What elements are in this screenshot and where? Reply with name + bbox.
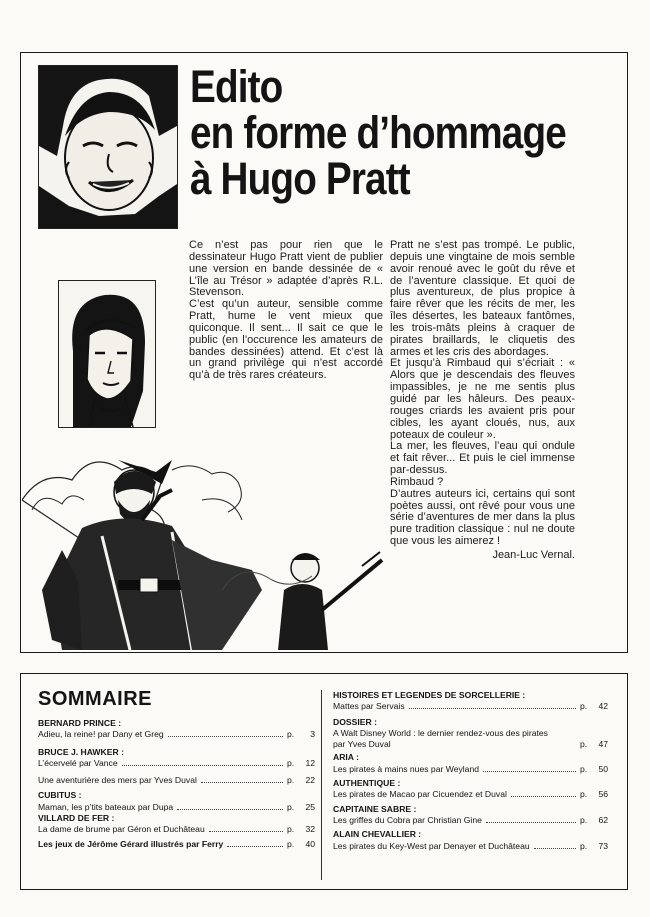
toc-entry-title: Les pirates à mains nues par Weyland — [333, 763, 480, 774]
hugo-pratt-portrait-drawing — [39, 66, 177, 228]
toc-entry-title: A Walt Disney World : le dernier rendez-vous des pirates — [333, 727, 548, 738]
toc-section-heading: BERNARD PRINCE : — [38, 718, 122, 728]
toc-page-ref — [287, 729, 315, 740]
toc-entry — [38, 775, 315, 786]
toc-entry — [333, 789, 608, 800]
toc-leader-dots — [227, 846, 283, 847]
toc-page-ref — [580, 739, 608, 750]
toc-page-number: 50 — [598, 763, 608, 774]
toc-entry-title-cont: par Yves Duval — [333, 739, 391, 750]
edito-paragraph: D’autres auteurs ici, certains qui sont poètes aussi, ont rêvé pour vous une série d’aventures de mer dans la plus pure tradition classique : nul ne doute que vous les aimerez ! — [390, 487, 575, 548]
toc-leader-dots — [511, 796, 576, 797]
pirate-illustration-drawing — [22, 440, 387, 650]
toc-page-number: 3 — [310, 729, 315, 740]
toc-section-heading: CAPITAINE SABRE : — [333, 803, 417, 814]
toc-page-ref — [580, 841, 608, 852]
toc-entry — [333, 841, 608, 852]
toc-entry — [333, 728, 608, 751]
toc-entry-title: Maman, les p’tits bateaux par Dupa — [38, 801, 174, 812]
toc-entry — [38, 758, 315, 769]
edito-paragraph: Pratt ne s’est pas trompé. Le public, depuis une vingtaine de mois semble avoir renoué avec le goût du rêve et de l’aventure classique. Et quoi de plus aventureux, de plus propice à faire rêver que les récits de mer, les îles désertes, les bateaux fantômes, les trois-mâts pleins à craquer de pirates braillards, le cliquetis des armes et les cris des abordages. — [390, 239, 575, 358]
toc-page-prefix: p. — [287, 775, 295, 786]
toc-section-heading: BRUCE J. HAWKER : — [38, 746, 124, 757]
toc-entry — [333, 815, 608, 826]
toc-entry-title: Adieu, la reine! par Dany et Greg — [38, 729, 164, 740]
toc-leader-dots — [177, 809, 283, 810]
edito-signature: Jean-Luc Vernal. — [492, 548, 575, 561]
toc-section-heading: AUTHENTIQUE : — [333, 778, 401, 789]
toc-page-number: 32 — [305, 824, 315, 835]
toc-entry-title: Les pirates du Key-West par Denayer et Duchâteau — [333, 840, 530, 851]
toc-leader-dots — [483, 771, 576, 772]
toc-page-number: 42 — [598, 701, 608, 712]
toc-section-heading: VILLARD DE FER : — [38, 813, 115, 824]
toc-page-ref — [580, 815, 608, 826]
headline-line-3: à Hugo Pratt — [190, 153, 410, 204]
toc-entry — [333, 701, 608, 712]
toc-page-prefix: p. — [287, 757, 295, 768]
woman-portrait-drawing — [59, 281, 155, 427]
toc-leader-dots — [201, 782, 283, 783]
headline-line-1: Edito — [190, 61, 283, 112]
woman-portrait-illustration — [58, 280, 156, 428]
toc-entry — [38, 802, 315, 813]
toc-page-ref — [287, 839, 315, 850]
edito-left-column — [189, 240, 383, 382]
toc-entry-title: Les jeux de Jérôme Gérard illustrés par Ferry — [38, 838, 224, 849]
sommaire-right-column — [333, 690, 608, 852]
pirate-illustration — [22, 440, 387, 650]
toc-page-prefix: p. — [580, 701, 588, 712]
toc-section-heading: CUBITUS : — [38, 790, 82, 801]
sommaire-title: SOMMAIRE — [38, 688, 152, 710]
edito-paragraph: Rimbaud ? — [390, 475, 444, 488]
toc-section-heading: HISTOIRES ET LEGENDES DE SORCELLERIE : — [333, 690, 526, 700]
headline-line-2: en forme d’hommage — [190, 107, 566, 158]
toc-entry-title: La dame de brume par Géron et Duchâteau — [38, 824, 205, 835]
edito-paragraph: La mer, les fleuves, l’eau qui ondule et fait rêver... Et puis le ciel immense par-dessus. — [390, 440, 575, 477]
toc-page-prefix: p. — [580, 763, 588, 774]
toc-page-prefix: p. — [580, 814, 588, 825]
edito-right-column — [390, 240, 575, 562]
toc-entry — [38, 729, 315, 740]
toc-page-number: 62 — [598, 814, 608, 825]
toc-entry-title: Les pirates de Macao par Cicuendez et Duval — [333, 789, 507, 800]
edito-headline — [190, 61, 566, 204]
toc-entry — [38, 839, 315, 850]
toc-page-prefix: p. — [580, 739, 588, 750]
toc-page-prefix: p. — [580, 789, 588, 800]
toc-page-number: 25 — [305, 801, 315, 812]
toc-page-number: 22 — [305, 775, 315, 786]
toc-page-prefix: p. — [287, 729, 295, 740]
toc-page-ref — [287, 775, 315, 786]
toc-section-heading: ARIA : — [333, 752, 359, 763]
toc-entry-title: L’écervelé par Vance — [38, 757, 118, 768]
toc-entry — [38, 824, 315, 835]
toc-page-ref — [580, 764, 608, 775]
toc-leader-dots — [168, 736, 283, 737]
toc-entry-title: Les griffes du Cobra par Christian Gine — [333, 814, 482, 825]
toc-entry-title: Une aventurière des mers par Yves Duval — [38, 775, 197, 786]
toc-page-ref — [287, 824, 315, 835]
toc-entry — [333, 764, 608, 775]
toc-leader-dots — [209, 831, 283, 832]
edito-paragraph: C’est qu’un auteur, sensible comme Pratt, hume le vent mieux que quiconque. Il sent... Il sait ce que le public (en l’occurence les amateurs de bandes dessinées) attend. Et c’est là un grand privilège qui n’est accordé qu’à de très rares créateurs. — [189, 298, 383, 382]
toc-page-ref — [580, 701, 608, 712]
toc-leader-dots — [486, 822, 576, 823]
hugo-pratt-portrait — [38, 65, 178, 229]
toc-leader-dots — [122, 765, 283, 766]
sommaire-left-column — [38, 718, 315, 850]
toc-page-number: 40 — [305, 838, 315, 849]
toc-page-number: 12 — [305, 757, 315, 768]
toc-page-prefix: p. — [287, 824, 295, 835]
sommaire-divider — [321, 690, 322, 880]
toc-page-prefix: p. — [287, 801, 295, 812]
toc-entry-title: Mattes par Servais — [333, 701, 405, 712]
toc-page-ref — [287, 758, 315, 769]
toc-page-number: 56 — [598, 789, 608, 800]
toc-leader-dots — [409, 708, 576, 709]
toc-leader-dots — [534, 848, 576, 849]
edito-paragraph: Ce n’est pas pour rien que le dessinateur Hugo Pratt vient de publier une version en bande dessinée de « L’île au Trésor » adaptée d’après R.L. Stevenson. — [189, 239, 383, 299]
toc-page-number: 73 — [598, 840, 608, 851]
toc-page-prefix: p. — [287, 838, 295, 849]
toc-page-number: 47 — [598, 739, 608, 750]
toc-page-ref — [287, 802, 315, 813]
toc-page-ref — [580, 789, 608, 800]
toc-page-prefix: p. — [580, 840, 588, 851]
toc-section-heading: ALAIN CHEVALLIER : — [333, 829, 422, 840]
edito-paragraph: Et jusqu’à Rimbaud qui s’écriait : « Alors que je descendais des fleuves impassibles, je ne me sentis plus guidé par les hâleurs. Des peaux-rouges criards les avaient pris pour cibles, les ayant cloués, nus, aux poteaux de couleur ». — [390, 357, 575, 441]
toc-section-heading: DOSSIER : — [333, 716, 377, 727]
